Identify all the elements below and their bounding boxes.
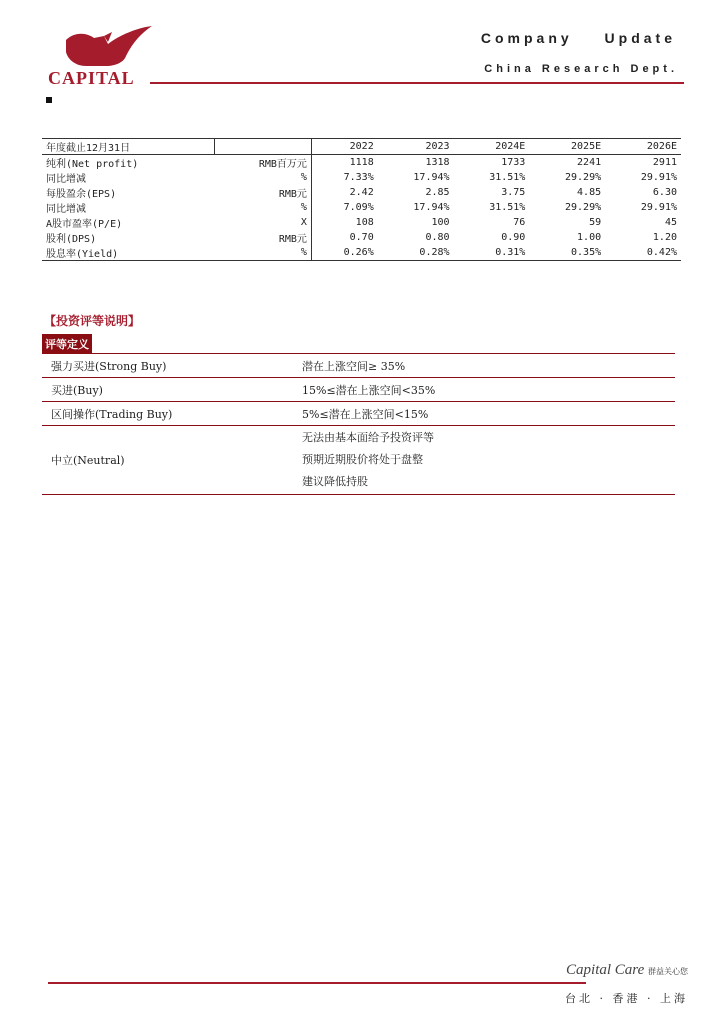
header-divider bbox=[150, 82, 684, 84]
table-cell: 108 bbox=[355, 217, 374, 228]
table-row bbox=[42, 230, 681, 245]
table-cell: 1118 bbox=[349, 157, 374, 168]
table-cell: 2241 bbox=[577, 157, 602, 168]
rating-desc-line: 预期近期股价将处于盘整 bbox=[302, 453, 423, 466]
capital-care-logo bbox=[566, 962, 688, 979]
header-year: 2023 bbox=[378, 139, 454, 155]
table-cell: 0.80 bbox=[425, 232, 450, 243]
header-unit bbox=[214, 139, 311, 155]
header-year: 2026E bbox=[605, 139, 681, 155]
table-row bbox=[42, 215, 681, 230]
rating-desc-line: 无法由基本面给予投资评等 bbox=[302, 431, 434, 444]
rating-name: 强力买进(Strong Buy) bbox=[51, 359, 167, 373]
header-year: 2022 bbox=[311, 139, 377, 155]
table-cell: 0.31% bbox=[454, 245, 530, 261]
table-cell: 31.51% bbox=[489, 172, 526, 183]
table-cell: 76 bbox=[513, 217, 526, 228]
financial-forecast-table bbox=[42, 138, 681, 261]
rating-name: 中立(Neutral) bbox=[51, 454, 125, 467]
table-row bbox=[42, 170, 681, 185]
table-header-row bbox=[42, 139, 681, 155]
rating-desc bbox=[302, 427, 675, 493]
table-cell: 17.94% bbox=[413, 172, 450, 183]
rating-desc-line: 建议降低持股 bbox=[302, 475, 368, 488]
rating-definition-table bbox=[42, 353, 675, 495]
table-cell: 7.09% bbox=[343, 202, 374, 213]
table-cell: 1.20 bbox=[652, 232, 677, 243]
row-label: 股息率(Yield) bbox=[42, 245, 214, 261]
bullet-icon bbox=[46, 97, 52, 103]
rating-desc: 5%≤潜在上涨空间<15% bbox=[302, 407, 429, 421]
footer-cities: 台北 · 香港 · 上海 bbox=[565, 992, 688, 1005]
rating-definition-tag: 评等定义 bbox=[42, 334, 92, 354]
rating-row bbox=[42, 378, 675, 402]
row-unit: % bbox=[214, 200, 311, 215]
rating-desc: 15%≤潜在上涨空间<35% bbox=[302, 383, 436, 397]
row-unit: % bbox=[214, 245, 311, 261]
table-cell: 1318 bbox=[425, 157, 450, 168]
row-label: 纯利(Net profit) bbox=[46, 159, 139, 170]
table-cell: 6.30 bbox=[652, 187, 677, 198]
table-row bbox=[42, 185, 681, 200]
row-label: A股市盈率(P/E) bbox=[46, 219, 123, 230]
row-label: 同比增减 bbox=[46, 174, 86, 185]
table-row bbox=[42, 200, 681, 215]
table-cell: 2.85 bbox=[425, 187, 450, 198]
table-cell: 0.28% bbox=[378, 245, 454, 261]
page-subtitle: China Research Dept. bbox=[484, 63, 678, 75]
table-cell: 31.51% bbox=[489, 202, 526, 213]
table-cell: 29.29% bbox=[565, 202, 602, 213]
table-cell: 29.91% bbox=[640, 172, 677, 183]
table-row bbox=[42, 245, 681, 261]
header-fiscal-year: 年度截止12月31日 bbox=[42, 139, 214, 155]
table-cell: 0.26% bbox=[311, 245, 377, 261]
row-label: 每股盈余(EPS) bbox=[46, 189, 117, 200]
table-row bbox=[42, 155, 681, 171]
table-cell: 29.29% bbox=[565, 172, 602, 183]
table-cell: 3.75 bbox=[501, 187, 526, 198]
row-unit: RMB百万元 bbox=[214, 155, 311, 171]
footer-brand-cn: 群益关心您 bbox=[648, 967, 688, 976]
table-cell: 0.70 bbox=[349, 232, 374, 243]
table-cell: 2.42 bbox=[349, 187, 374, 198]
table-cell: 0.90 bbox=[501, 232, 526, 243]
rating-row bbox=[42, 402, 675, 426]
rating-desc: 潜在上涨空间≥ 35% bbox=[302, 359, 406, 373]
table-cell: 59 bbox=[589, 217, 602, 228]
table-cell: 17.94% bbox=[413, 202, 450, 213]
row-unit: X bbox=[214, 215, 311, 230]
rating-section-title: 【投资评等说明】 bbox=[44, 314, 141, 328]
header-year: 2024E bbox=[454, 139, 530, 155]
table-cell: 1733 bbox=[501, 157, 526, 168]
table-cell: 0.42% bbox=[605, 245, 681, 261]
rating-name: 买进(Buy) bbox=[51, 383, 103, 397]
table-cell: 0.35% bbox=[529, 245, 605, 261]
row-label: 股利(DPS) bbox=[46, 234, 97, 245]
table-cell: 1.00 bbox=[577, 232, 602, 243]
row-unit: % bbox=[214, 170, 311, 185]
capital-wordmark: CAPITAL bbox=[48, 68, 135, 88]
footer-divider bbox=[48, 982, 586, 984]
rating-row bbox=[42, 353, 675, 378]
header-year: 2025E bbox=[529, 139, 605, 155]
row-unit: RMB元 bbox=[214, 230, 311, 245]
table-cell: 4.85 bbox=[577, 187, 602, 198]
page-title: Company Update bbox=[480, 30, 676, 46]
rating-row bbox=[42, 426, 675, 495]
footer-brand: Capital Care bbox=[566, 962, 645, 978]
table-cell: 100 bbox=[431, 217, 450, 228]
row-label: 同比增减 bbox=[46, 204, 86, 215]
row-unit: RMB元 bbox=[214, 185, 311, 200]
rating-name: 区间操作(Trading Buy) bbox=[51, 407, 173, 421]
table-cell: 2911 bbox=[652, 157, 677, 168]
table-cell: 7.33% bbox=[343, 172, 374, 183]
table-cell: 45 bbox=[664, 217, 677, 228]
table-cell: 29.91% bbox=[640, 202, 677, 213]
